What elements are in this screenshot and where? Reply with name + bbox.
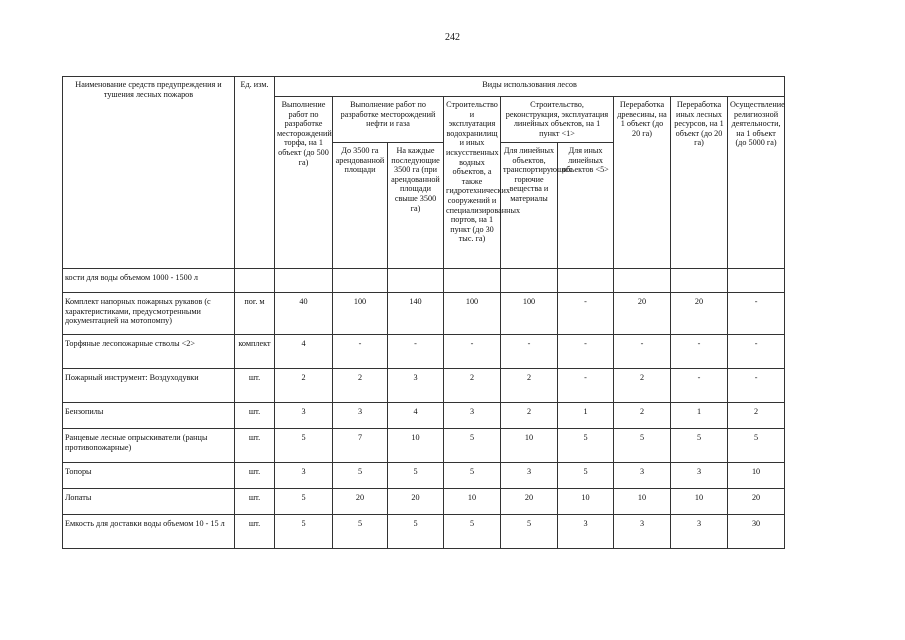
cell: 4 [388,403,444,429]
cell: 10 [671,489,728,515]
cell: 3 [275,403,333,429]
row-unit: шт. [235,515,275,549]
cell: 5 [444,463,501,489]
row-unit: пог. м [235,293,275,335]
table-row [63,269,785,293]
cell: - [388,335,444,369]
cell: 20 [388,489,444,515]
row-name: Комплект напорных пожарных рукавов (с характеристиками, предусмотренными документацией на мотопомпу) [63,293,235,335]
row-unit: шт. [235,369,275,403]
header-reservoirs: Строительство и эксплуатация водохранилищ и иных искусственных водных объектов, а также гидротехнических сооружений и специализированных портов, на 1 пункт (до 30 тыс. га) [444,97,501,269]
row-unit: шт. [235,463,275,489]
cell [558,269,614,293]
row-unit: шт. [235,489,275,515]
cell: 1 [558,403,614,429]
row-name: Емкость для доставки воды объемом 10 - 15 л [63,515,235,549]
cell [614,269,671,293]
cell: 3 [275,463,333,489]
cell: 2 [614,369,671,403]
cell [275,269,333,293]
cell [728,269,785,293]
cell: 5 [558,429,614,463]
cell: 5 [275,489,333,515]
row-unit [235,269,275,293]
cell: 5 [333,515,388,549]
cell: 10 [728,463,785,489]
cell: - [614,335,671,369]
cell: 5 [275,429,333,463]
header-usage-group: Виды использования лесов [275,77,785,97]
row-name: Пожарный инструмент: Воздуходувки [63,369,235,403]
table-row [63,293,785,335]
row-unit: шт. [235,429,275,463]
cell: 30 [728,515,785,549]
cell: 2 [614,403,671,429]
cell: 20 [728,489,785,515]
cell: 3 [444,403,501,429]
cell: 100 [501,293,558,335]
cell: 10 [614,489,671,515]
header-name: Наименование средств предупреждения и тушения лесных пожаров [63,77,235,269]
header-linear-other: Для иных линейных объектов <5> [558,143,614,269]
header-religious: Осуществление религиозной деятельности, на 1 объект (до 5000 га) [728,97,785,269]
row-name: кости для воды объемом 1000 - 1500 л [63,269,235,293]
cell: 5 [388,463,444,489]
table-row [63,369,785,403]
row-name: Лопаты [63,489,235,515]
cell: - [558,335,614,369]
cell: 5 [275,515,333,549]
header-oil-gas-each: На каждые последующие 3500 га (при арендованной площади свыше 3500 га) [388,143,444,269]
cell: 3 [614,515,671,549]
table-row [63,429,785,463]
cell: 3 [388,369,444,403]
header-linear-flammable: Для линейных объектов, транспортирующих горючие вещества и материалы [501,143,558,269]
cell: 5 [728,429,785,463]
cell: 2 [501,403,558,429]
cell: 4 [275,335,333,369]
cell: 2 [275,369,333,403]
row-name: Топоры [63,463,235,489]
cell: 10 [501,429,558,463]
cell: 5 [444,515,501,549]
header-linear: Строительство, реконструкция, эксплуатация линейных объектов, на 1 пункт <1> [501,97,614,143]
cell: 5 [614,429,671,463]
cell: - [444,335,501,369]
cell: 5 [333,463,388,489]
cell: 7 [333,429,388,463]
cell: 10 [388,429,444,463]
header-other-resources: Переработка иных лесных ресурсов, на 1 объект (до 20 га) [671,97,728,269]
cell [388,269,444,293]
header-peat: Выполнение работ по разработке месторождений торфа, на 1 объект (до 500 га) [275,97,333,269]
header-unit: Ед. изм. [235,77,275,269]
cell: 3 [671,515,728,549]
cell: - [333,335,388,369]
cell: 40 [275,293,333,335]
row-name: Бензопилы [63,403,235,429]
cell: 20 [614,293,671,335]
table-row [63,403,785,429]
cell: 3 [558,515,614,549]
table-row [63,515,785,549]
cell [444,269,501,293]
row-name: Ранцевые лесные опрыскиватели (ранцы противопожарные) [63,429,235,463]
row-name: Торфяные лесопожарные стволы <2> [63,335,235,369]
header-oil-gas-upto: До 3500 га арендованной площади [333,143,388,269]
table-row [63,335,785,369]
cell: 3 [671,463,728,489]
cell [333,269,388,293]
cell: 10 [558,489,614,515]
cell: 20 [671,293,728,335]
cell: - [728,335,785,369]
cell: 5 [501,515,558,549]
table-row [63,489,785,515]
cell [501,269,558,293]
cell: - [671,369,728,403]
row-unit: шт. [235,403,275,429]
cell: 100 [444,293,501,335]
cell: 2 [501,369,558,403]
cell: 3 [333,403,388,429]
cell: 1 [671,403,728,429]
page-number: 242 [445,32,460,43]
cell: 3 [501,463,558,489]
header-wood-processing: Переработка древесины, на 1 объект (до 20 га) [614,97,671,269]
cell: 5 [388,515,444,549]
header-oil-gas: Выполнение работ по разработке месторождений нефти и газа [333,97,444,143]
cell: 20 [501,489,558,515]
cell: 20 [333,489,388,515]
cell: 3 [614,463,671,489]
cell: 5 [558,463,614,489]
cell: 5 [444,429,501,463]
row-unit: комплект [235,335,275,369]
cell: - [501,335,558,369]
cell: 100 [333,293,388,335]
cell: 140 [388,293,444,335]
table-row [63,463,785,489]
cell: 2 [728,403,785,429]
cell: 10 [444,489,501,515]
cell: - [558,369,614,403]
cell: 2 [444,369,501,403]
cell: - [728,293,785,335]
cell: 5 [671,429,728,463]
cell: 2 [333,369,388,403]
cell [671,269,728,293]
cell: - [671,335,728,369]
cell: - [558,293,614,335]
fire-equipment-table [62,76,785,549]
cell: - [728,369,785,403]
